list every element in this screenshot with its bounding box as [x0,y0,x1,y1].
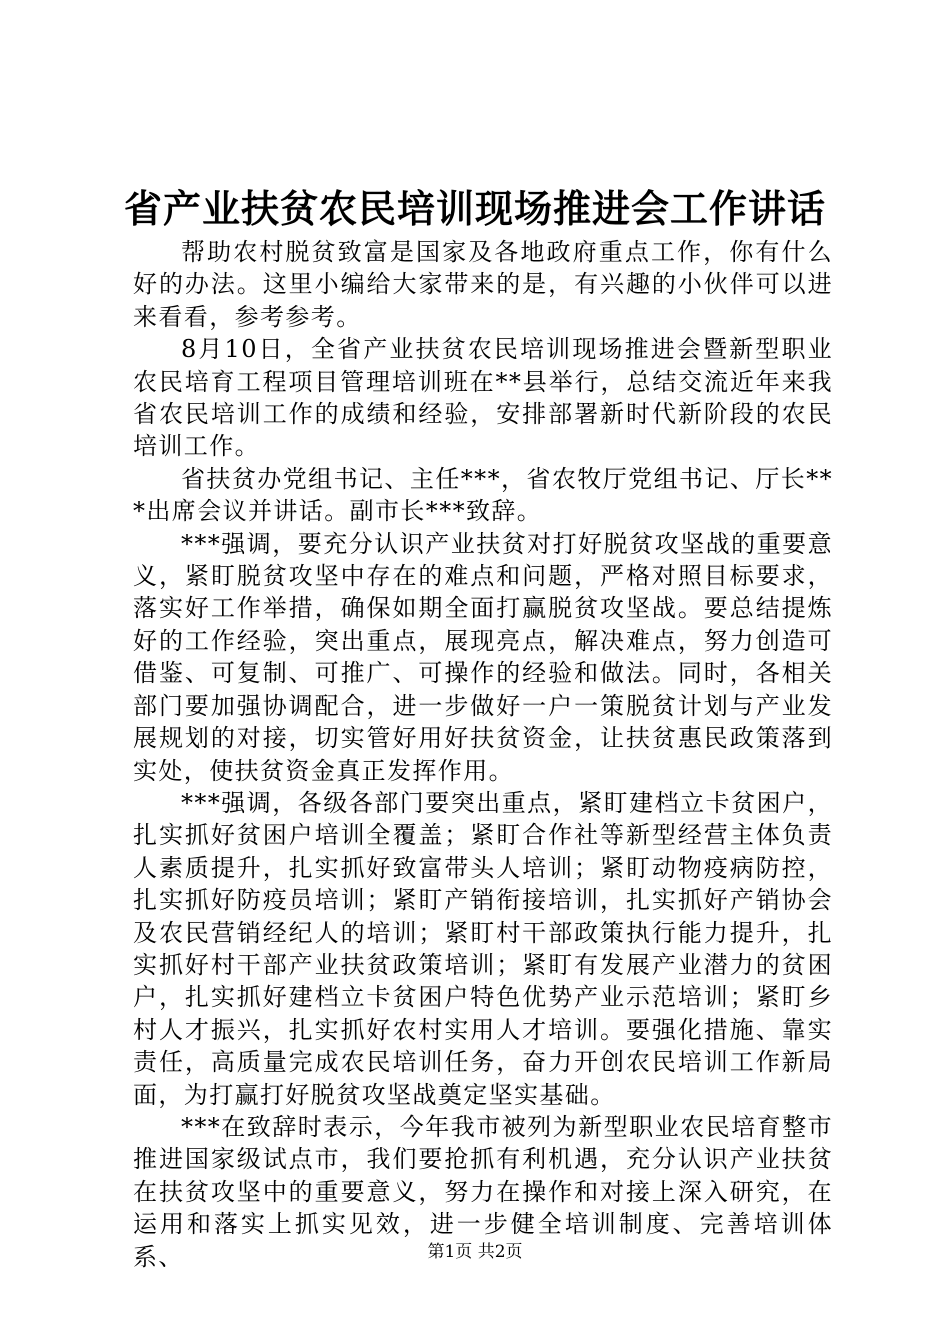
paragraph-attendees: 省扶贫办党组书记、主任***，省农牧厅党组书记、厅长***出席会议并讲话。副市长***致辞。 [133,464,833,526]
page-title: 省产业扶贫农民培训现场推进会工作讲话 [123,186,826,231]
paragraph-intro: 帮助农村脱贫致富是国家及各地政府重点工作，你有什么好的办法。这里小编给大家带来的是，有兴趣的小伙伴可以进来看看，参考参考。 [133,238,833,331]
page-footer: 第1页 共2页 [427,1242,523,1262]
paragraph-emphasis-1: ***强调，要充分认识产业扶贫对打好脱贫攻坚战的重要意义，紧盯脱贫攻坚中存在的难点和问题，严格对照目标要求，落实好工作举措，确保如期全面打赢脱贫攻坚战。要总结提炼好的工作经验，突出重点，展现亮点，解决难点，努力创造可借鉴、可复制、可推广、可操作的经验和做法。同时，各相关部门要加强协调配合，进一步做好一户一策脱贫计划与产业发展规划的对接，切实管好用好扶贫资金，让扶贫惠民政策落到实处，使扶贫资金真正发挥作用。 [133,529,833,785]
document-body [133,236,833,1273]
paragraph-meeting: 8月10日，全省产业扶贫农民培训现场推进会暨新型职业农民培育工程项目管理培训班在**县举行，总结交流近年来我省农民培训工作的成绩和经验，安排部署新时代新阶段的农民培训工作。 [133,335,833,461]
paragraph-speech: ***在致辞时表示，今年我市被列为新型职业农民培育整市推进国家级试点市，我们要抢抓有利机遇，充分认识产业扶贫在扶贫攻坚中的重要意义，努力在操作和对接上深入研究，在运用和落实上抓实见效，进一步健全培训制度、完善培训体系、 [133,1112,833,1271]
paragraph-emphasis-2: ***强调，各级各部门要突出重点，紧盯建档立卡贫困户，扎实抓好贫困户培训全覆盖；紧盯合作社等新型经营主体负责人素质提升，扎实抓好致富带头人培训；紧盯动物疫病防控，扎实抓好防疫员培训；紧盯产销衔接培训，扎实抓好产销协会及农民营销经纪人的培训；紧盯村干部政策执行能力提升，扎实抓好村干部产业扶贫政策培训；紧盯有发展产业潜力的贫困户，扎实抓好建档立卡贫困户特色优势产业示范培训；紧盯乡村人才振兴，扎实抓好农村实用人才培训。要强化措施、靠实责任，高质量完成农民培训任务，奋力开创农民培训工作新局面，为打赢打好脱贫攻坚战奠定坚实基础。 [133,788,833,1109]
